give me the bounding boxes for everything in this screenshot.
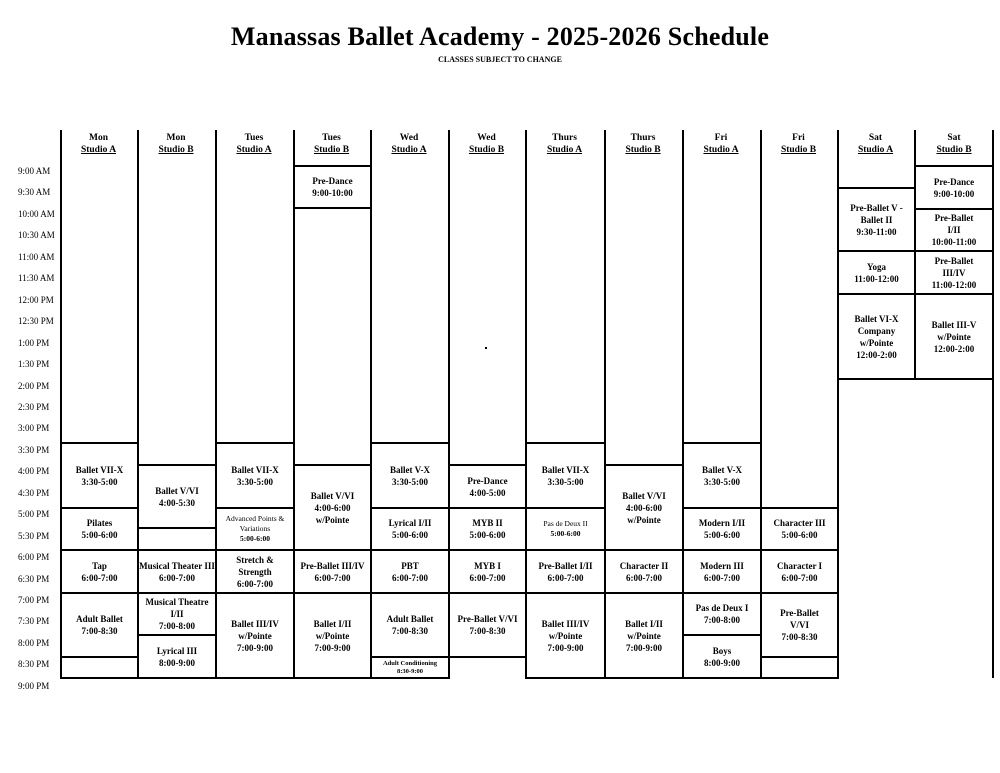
class-name: Musical Theatre I/II xyxy=(145,597,209,619)
column-studio: Studio B xyxy=(936,145,972,155)
class-block[interactable] xyxy=(215,442,295,509)
column-header xyxy=(604,132,682,158)
class-name: Lyrical I/II xyxy=(388,518,432,528)
column-header xyxy=(370,132,448,158)
class-name: Pre-Dance xyxy=(933,176,975,187)
column-header xyxy=(448,132,525,158)
class-time: 8:30-9:00 xyxy=(396,667,423,675)
class-name: Stretch & Strength xyxy=(236,554,274,577)
class-block[interactable] xyxy=(137,549,217,594)
time-label: 7:30 PM xyxy=(18,616,50,627)
class-block[interactable] xyxy=(837,293,916,380)
class-block[interactable] xyxy=(293,592,372,679)
time-label: 12:30 PM xyxy=(18,316,54,327)
class-time: 7:00-8:00 xyxy=(703,615,740,625)
class-name: Modern I/II xyxy=(698,518,746,528)
column-studio: Studio A xyxy=(857,145,894,155)
class-block[interactable] xyxy=(760,592,839,658)
time-label: 10:30 AM xyxy=(18,230,55,241)
column-header xyxy=(137,132,215,158)
class-name: Modern III xyxy=(700,560,744,571)
class-block[interactable] xyxy=(370,549,450,594)
class-time: 5:00-6:00 xyxy=(391,530,428,540)
class-name: Ballet VII-X xyxy=(231,464,279,475)
class-block[interactable] xyxy=(837,187,916,252)
class-time: 3:30-5:00 xyxy=(703,476,740,487)
class-time: 4:00-5:30 xyxy=(159,497,195,508)
class-block[interactable] xyxy=(914,293,994,380)
class-time: 5:00-6:00 xyxy=(469,530,506,540)
class-time: 3:30-5:00 xyxy=(547,476,584,487)
class-time: 3:30-5:00 xyxy=(81,476,118,487)
class-block[interactable] xyxy=(604,549,684,594)
class-block[interactable] xyxy=(293,165,372,209)
class-name: Ballet V-X xyxy=(702,464,742,475)
class-time: 5:00-6:00 xyxy=(81,530,118,540)
class-name: Pre-Ballet I/II xyxy=(538,560,593,571)
class-name: Adult Ballet xyxy=(76,614,123,624)
class-name: Ballet V/VI xyxy=(310,490,355,501)
class-block[interactable] xyxy=(137,634,217,679)
class-name: Pre-Ballet V/VI xyxy=(457,614,518,624)
class-name: Ballet III/IV w/Pointe xyxy=(541,618,590,641)
class-block[interactable] xyxy=(293,549,372,594)
class-block[interactable] xyxy=(370,592,450,658)
class-name: Ballet VI-X Company w/Pointe xyxy=(854,313,899,348)
class-time: 6:00-7:00 xyxy=(314,572,351,583)
class-time: 9:00-10:00 xyxy=(933,188,975,199)
class-name: Pre-Ballet V - Ballet II xyxy=(850,202,903,225)
class-name: Pas de Deux II xyxy=(543,519,588,528)
page-subtitle: CLASSES SUBJECT TO CHANGE xyxy=(438,55,562,64)
class-name: PBT xyxy=(401,560,419,571)
class-block[interactable] xyxy=(60,592,139,658)
class-block[interactable] xyxy=(60,549,139,594)
column-header xyxy=(60,132,137,158)
column-day: Wed xyxy=(477,133,496,143)
class-time: 8:00-9:00 xyxy=(704,657,740,668)
class-block[interactable] xyxy=(604,464,684,551)
class-time: 7:00-9:00 xyxy=(547,642,584,653)
class-block[interactable] xyxy=(760,549,839,594)
time-label: 12:00 PM xyxy=(18,294,54,305)
time-label: 10:00 AM xyxy=(18,208,55,219)
class-block[interactable] xyxy=(682,507,762,551)
class-name: Pre-Ballet III/IV xyxy=(934,255,974,278)
class-time: 7:00-8:30 xyxy=(469,626,506,636)
time-label: 2:00 PM xyxy=(18,380,50,391)
class-block[interactable] xyxy=(837,250,916,295)
column-day: Thurs xyxy=(630,133,656,143)
class-block[interactable] xyxy=(914,165,994,210)
class-name: Pilates xyxy=(86,518,113,528)
class-time: 5:00-6:00 xyxy=(781,530,818,540)
class-block[interactable] xyxy=(525,442,606,509)
time-label: 8:30 PM xyxy=(18,659,50,670)
class-time: 6:00-7:00 xyxy=(392,572,428,583)
class-time: 6:00-7:00 xyxy=(703,572,740,583)
column-studio: Studio B xyxy=(780,145,817,155)
class-name: Pas de Deux I xyxy=(695,603,749,613)
class-name: Ballet V-X xyxy=(390,464,430,475)
time-label: 6:30 PM xyxy=(18,573,50,584)
column-day: Fri xyxy=(714,133,728,143)
class-block[interactable] xyxy=(682,634,762,679)
class-name: Pre-Ballet III/IV xyxy=(300,560,365,571)
class-block[interactable] xyxy=(215,549,295,594)
time-label: 5:00 PM xyxy=(18,509,50,520)
time-label: 8:00 PM xyxy=(18,637,50,648)
empty-slot xyxy=(760,656,839,679)
class-extra: w/Pointe xyxy=(627,514,661,525)
column-day: Tues xyxy=(244,133,264,143)
class-block[interactable] xyxy=(215,592,295,679)
class-time: 6:00-7:00 xyxy=(81,572,118,583)
time-label: 4:00 PM xyxy=(18,466,50,477)
page-title: Manassas Ballet Academy - 2025-2026 Schedule xyxy=(230,22,770,51)
class-time: 9:00-10:00 xyxy=(312,188,353,198)
column-studio: Studio B xyxy=(313,145,350,155)
class-block[interactable] xyxy=(137,464,217,529)
class-block[interactable] xyxy=(448,592,527,658)
column-day: Mon xyxy=(166,133,186,143)
class-name: Ballet I/II w/Pointe xyxy=(313,618,352,641)
class-time: 6:00-7:00 xyxy=(781,572,818,583)
time-label: 1:00 PM xyxy=(18,337,50,348)
column-header xyxy=(525,132,604,158)
time-label: 3:00 PM xyxy=(18,423,50,434)
class-name: Ballet V/VI xyxy=(155,485,199,496)
time-label: 7:00 PM xyxy=(18,595,50,605)
class-block[interactable] xyxy=(370,442,450,509)
class-block[interactable] xyxy=(682,442,762,509)
column-studio: Studio B xyxy=(625,145,661,155)
class-name: Character II xyxy=(619,560,669,571)
time-label: 11:00 AM xyxy=(18,251,55,262)
class-time: 7:00-8:30 xyxy=(781,632,818,642)
class-block[interactable] xyxy=(914,250,994,295)
class-name: Adult Conditioning xyxy=(382,659,437,667)
column-studio: Studio A xyxy=(703,145,739,155)
class-time: 5:00-6:00 xyxy=(240,534,270,543)
class-name: Pre-Ballet I/II xyxy=(934,213,974,235)
column-day: Mon xyxy=(89,133,108,143)
class-block[interactable] xyxy=(682,592,762,636)
class-block[interactable] xyxy=(448,549,527,594)
class-name: Pre-Ballet V/VI xyxy=(780,608,819,630)
class-block[interactable] xyxy=(448,464,527,509)
class-time: 9:30-11:00 xyxy=(856,226,897,237)
class-name: Ballet III-V w/Pointe xyxy=(931,319,977,342)
column-studio: Studio B xyxy=(468,145,505,155)
time-label: 2:30 PM xyxy=(18,401,50,412)
time-label: 9:00 AM xyxy=(18,166,51,176)
class-name: Advanced Points & Variations xyxy=(225,514,285,533)
class-time: 6:00-7:00 xyxy=(469,572,506,583)
class-block[interactable] xyxy=(604,592,684,679)
class-name: Ballet VII-X xyxy=(541,464,590,475)
column-day: Fri xyxy=(792,133,805,143)
class-block[interactable] xyxy=(60,442,139,509)
class-time: 6:00-7:00 xyxy=(159,572,195,583)
class-block[interactable] xyxy=(370,507,450,551)
class-time: 6:00-7:00 xyxy=(547,572,584,583)
class-time: 6:00-7:00 xyxy=(237,578,273,589)
class-time: 7:00-9:00 xyxy=(626,642,662,653)
class-name: MYB II xyxy=(472,518,503,528)
class-time: 7:00-8:30 xyxy=(391,626,428,636)
time-label: 1:30 PM xyxy=(18,359,50,370)
class-name: Tap xyxy=(92,560,107,571)
class-block[interactable] xyxy=(137,592,217,636)
empty-slot xyxy=(60,656,139,679)
column-header xyxy=(293,132,370,158)
time-label: 3:30 PM xyxy=(18,444,50,455)
class-name: Ballet I/II w/Pointe xyxy=(625,618,663,641)
class-time: 10:00-11:00 xyxy=(931,237,977,247)
time-label: 5:30 PM xyxy=(18,530,50,541)
class-time: 11:00-12:00 xyxy=(931,279,977,290)
class-name: Lyrical III xyxy=(156,645,198,656)
column-header xyxy=(760,132,837,158)
class-time: 7:00-9:00 xyxy=(237,642,273,653)
column-day: Sat xyxy=(868,133,883,143)
class-name: Ballet V/VI xyxy=(622,490,666,501)
class-extra: w/Pointe xyxy=(315,514,350,525)
class-name: Adult Ballet xyxy=(386,614,434,624)
class-time: 5:00-6:00 xyxy=(550,529,581,538)
class-name: Character III xyxy=(773,518,826,528)
column-header xyxy=(682,132,760,158)
class-time: 7:00-9:00 xyxy=(314,642,351,653)
class-time: 12:00-2:00 xyxy=(933,343,975,354)
class-time: 7:00-8:00 xyxy=(159,621,195,631)
class-name: Pre-Dance xyxy=(467,475,508,486)
class-block[interactable] xyxy=(525,592,606,679)
class-name: Boys xyxy=(712,645,732,656)
class-name: Musical Theater III xyxy=(139,560,215,571)
column-header xyxy=(215,132,293,158)
column-studio: Studio A xyxy=(80,145,117,155)
class-time: 11:00-12:00 xyxy=(854,273,899,284)
class-block[interactable] xyxy=(215,507,295,551)
class-block[interactable] xyxy=(525,507,606,551)
class-block[interactable] xyxy=(525,549,606,594)
time-label: 11:30 AM xyxy=(18,273,55,284)
class-time: 3:30-5:00 xyxy=(391,476,428,487)
class-time: 4:00-6:00 xyxy=(314,502,351,513)
column-day: Wed xyxy=(399,133,419,143)
stray-dot xyxy=(485,347,487,349)
class-name: Yoga xyxy=(866,261,886,272)
time-label: 6:00 PM xyxy=(18,552,50,563)
class-block[interactable] xyxy=(448,507,527,551)
class-block[interactable] xyxy=(293,464,372,551)
class-block[interactable] xyxy=(682,549,762,594)
class-name: Ballet VII-X xyxy=(75,464,124,475)
class-name: Ballet III/IV w/Pointe xyxy=(231,618,279,641)
class-name: MYB I xyxy=(474,560,501,571)
class-block[interactable] xyxy=(370,656,450,679)
column-studio: Studio A xyxy=(391,145,427,155)
class-name: Character I xyxy=(776,560,823,571)
class-name: Pre-Dance xyxy=(312,176,353,186)
time-label: 4:30 PM xyxy=(18,487,50,498)
class-block[interactable] xyxy=(760,507,839,551)
time-label: 9:00 PM xyxy=(18,680,50,691)
class-time: 4:00-5:00 xyxy=(469,487,506,498)
column-studio: Studio B xyxy=(158,145,194,155)
class-block[interactable] xyxy=(60,507,139,551)
class-time: 8:00-9:00 xyxy=(158,657,195,668)
class-time: 12:00-2:00 xyxy=(856,349,897,360)
column-studio: Studio A xyxy=(546,145,583,155)
column-day: Sat xyxy=(947,133,961,143)
class-time: 3:30-5:00 xyxy=(237,476,273,487)
class-time: 4:00-6:00 xyxy=(626,502,662,513)
column-studio: Studio A xyxy=(236,145,272,155)
class-time: 6:00-7:00 xyxy=(625,572,662,583)
class-time: 5:00-6:00 xyxy=(703,530,740,540)
time-label: 9:30 AM xyxy=(18,187,51,198)
class-block[interactable] xyxy=(914,208,994,252)
column-day: Tues xyxy=(322,133,341,143)
column-header xyxy=(837,132,914,158)
class-time: 7:00-8:30 xyxy=(81,626,118,636)
column-day: Thurs xyxy=(552,133,577,143)
column-header xyxy=(914,132,994,158)
